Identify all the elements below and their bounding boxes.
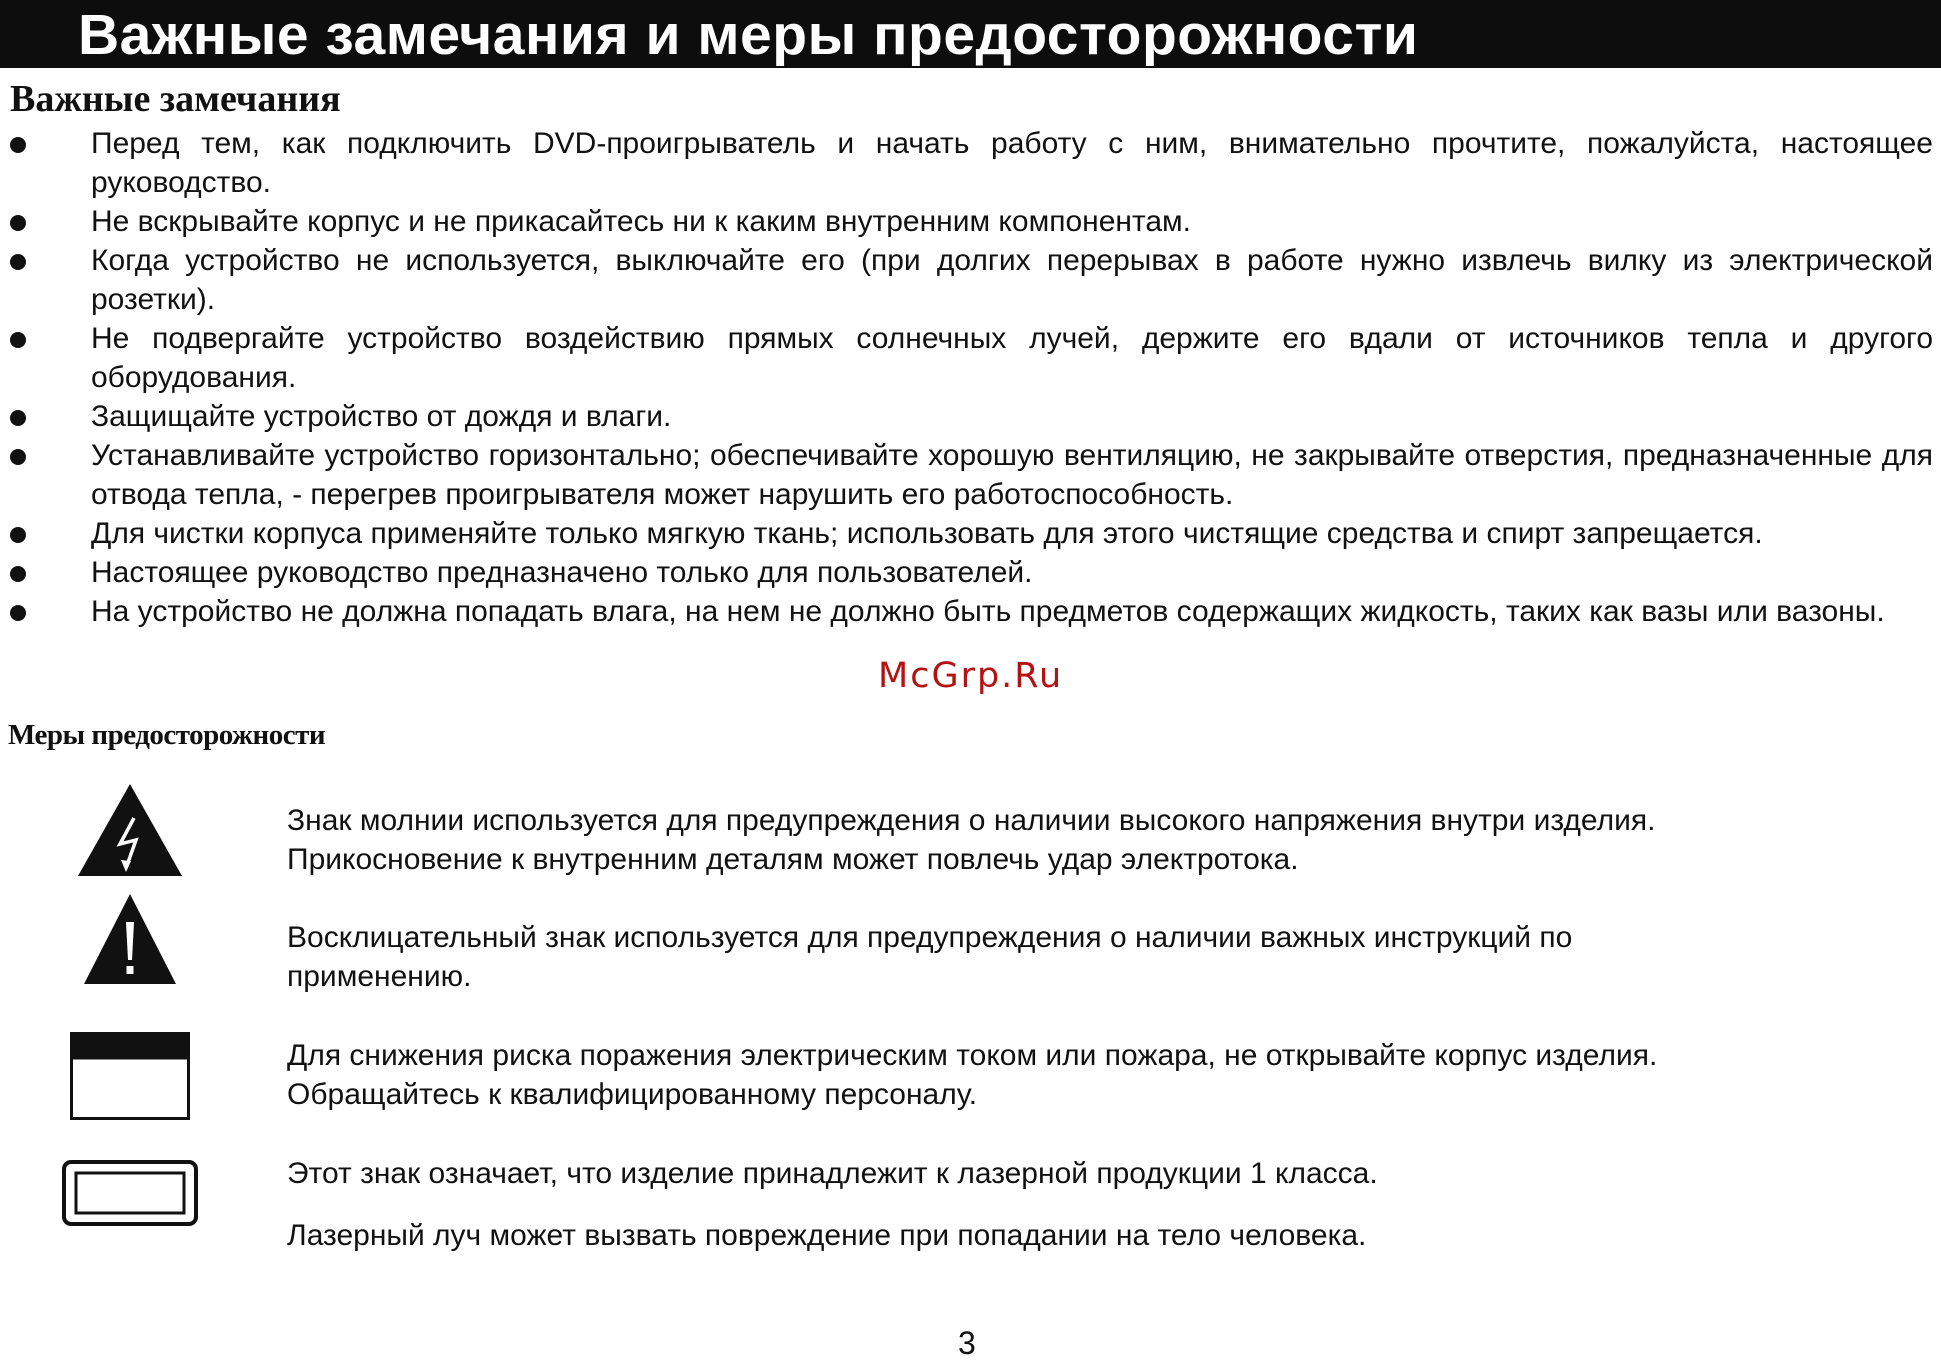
note-text: Не подвергайте устройство воздействию прямых солнечных лучей, держите его вдали от источников тепла и другого оборудования. <box>91 322 1933 394</box>
list-item <box>0 436 1941 514</box>
bullet-icon <box>10 215 26 231</box>
list-item <box>0 397 1941 436</box>
note-text: Не вскрывайте корпус и не прикасайтесь ни к каким внутренним компонентам. <box>91 205 1191 238</box>
title-bar <box>0 0 1941 68</box>
precaution-laser <box>287 1154 1378 1193</box>
precaution-lightning <box>287 801 1655 879</box>
page-number: 3 <box>958 1325 976 1361</box>
note-text: Для чистки корпуса применяйте только мягкую ткань; использовать для этого чистящие средства и спирт запрещается. <box>91 517 1763 550</box>
list-item <box>0 319 1941 397</box>
class-1-laser-label-icon <box>62 1160 198 1226</box>
important-notes-list <box>0 124 1941 631</box>
bullet-icon <box>10 332 26 348</box>
list-item <box>0 241 1941 319</box>
precaution-text: Прикосновение к внутренним деталям может повлечь удар электротока. <box>287 843 1299 876</box>
note-text: Устанавливайте устройство горизонтально; обеспечивайте хорошую вентиляцию, не закрывайте отверстия, предназначенные для отвода тепла, - перегрев проигрывателя может нарушить его работоспособность. <box>91 439 1933 511</box>
note-text: Защищайте устройство от дождя и влаги. <box>91 400 672 433</box>
precaution-exclamation <box>287 918 1572 996</box>
important-notes-heading: Важные замечания <box>10 78 341 120</box>
bullet-icon <box>10 527 26 543</box>
bullet-icon <box>10 137 26 153</box>
list-item <box>0 553 1941 592</box>
list-item <box>0 124 1941 202</box>
precaution-caution <box>287 1036 1657 1114</box>
precaution-text: применению. <box>287 960 472 993</box>
precaution-text: Лазерный луч может вызвать повреждение при попадании на тело человека. <box>287 1219 1367 1252</box>
precaution-text: Знак молнии используется для предупреждения о наличии высокого напряжения внутри изделия. <box>287 804 1656 837</box>
precaution-text: Обращайтесь к квалифицированному персоналу. <box>287 1078 978 1111</box>
note-text: Настоящее руководство предназначено только для пользователей. <box>91 556 1033 589</box>
precaution-text: Для снижения риска поражения электрическим током или пожара, не открывайте корпус изделия. <box>287 1039 1658 1072</box>
precaution-text: Этот знак означает, что изделие принадлежит к лазерной продукции 1 класса. <box>287 1157 1378 1190</box>
lightning-warning-icon <box>76 782 184 878</box>
note-text: Когда устройство не используется, выключайте его (при долгих перерывах в работе нужно извлечь вилку из электрической розетки). <box>91 244 1933 316</box>
exclamation-warning-icon <box>82 892 178 986</box>
bullet-icon <box>10 605 26 621</box>
bullet-icon <box>10 449 26 465</box>
note-text: На устройство не должна попадать влага, на нем не должно быть предметов содержащих жидкость, таких как вазы или вазоны. <box>91 595 1885 628</box>
bullet-icon <box>10 410 26 426</box>
list-item <box>0 202 1941 241</box>
precaution-text: Восклицательный знак используется для предупреждения о наличии важных инструкций по <box>287 921 1573 954</box>
list-item <box>0 592 1941 631</box>
note-text: Перед тем, как подключить DVD-проигрыватель и начать работу с ним, внимательно прочтите, пожалуйста, настоящее руководство. <box>91 127 1933 199</box>
watermark: McGrp.Ru <box>878 656 1064 696</box>
page-title: Важные замечания и меры предосторожности <box>78 3 1419 67</box>
laser-beam-note <box>287 1216 1366 1255</box>
bullet-icon <box>10 254 26 270</box>
caution-label-icon <box>70 1032 190 1120</box>
precautions-heading: Меры предосторожности <box>8 719 326 751</box>
bullet-icon <box>10 566 26 582</box>
list-item <box>0 514 1941 553</box>
